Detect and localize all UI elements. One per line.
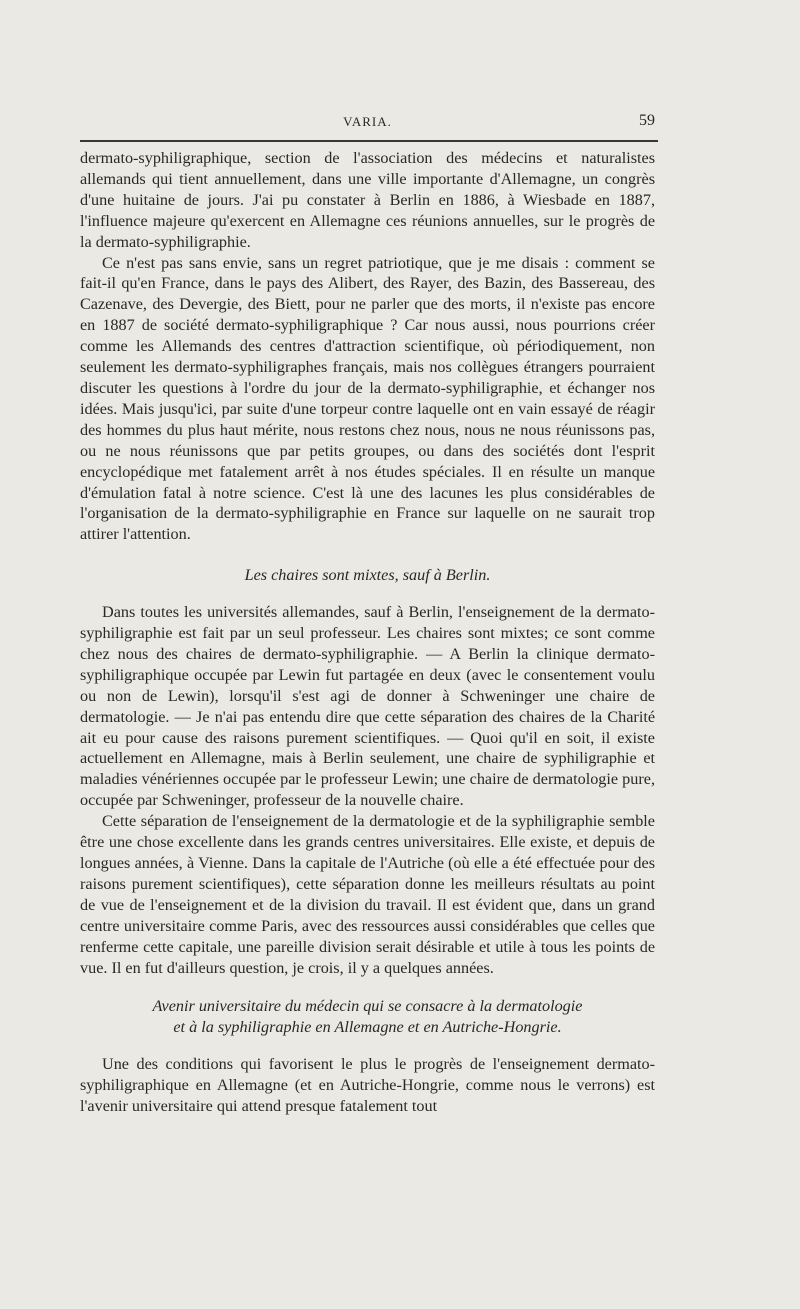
paragraph-2: Ce n'est pas sans envie, sans un regret patriotique, que je me disais : comment se fait-il qu'en France, dans le pays des Alibert, des Rayer, des Bazin, des Bassereau, des Cazenave, des Devergie, des Biett, pour ne parler que des morts, il n'existe pas encore en 1887 de société dermato-syphiligraphique ? Car nous aussi, nous pourrions créer comme les Allemands des centres d'attraction scientifique, où périodiquement, non seulement les dermato-syphiligraphes français, mais nos collègues étrangers pourraient discuter les questions à l'ordre du jour de la dermato-syphiligraphie, et échanger nos idées. Mais jusqu'ici, par suite d'une torpeur contre laquelle ont en vain essayé de réagir des hommes du plus haut mérite, nous restons chez nous, nous ne nous réunissons pas, ou ne nous réunissons que par petits groupes, ou dans des sociétés dont l'esprit encyclopédique met fatalement arrêt à nos études spéciales. Il en résulte un manque d'émulation fatal à notre science. C'est là une des lacunes les plus considérables de l'organisation de la dermato-syphiligraphie en France sur laquelle on ne saurait trop attirer l'attention. xyxy=(80,253,655,544)
paragraph-5: Une des conditions qui favorisent le plus le progrès de l'enseignement dermato-syphiligraphique en Allemagne (et en Autriche-Hongrie, comme nous le verrons) est l'avenir universitaire qui attend presque fatalement tout xyxy=(80,1055,655,1116)
section-heading-avenir-line-1: Avenir universitaire du médecin qui se consacre à la dermatologie xyxy=(152,997,583,1016)
paragraph-1: dermato-syphiligraphique, section de l'association des médecins et naturalistes allemands qui tient annuellement, dans une ville importante d'Allemagne, un congrès d'une huitaine de jours. J'ai pu constater à Berlin en 1886, à Wiesbade en 1887, l'influence majeure qu'exercent en Allemagne ces réunions annuelles, sur le progrès de la dermato-syphiligraphie. xyxy=(80,149,655,251)
header-rule xyxy=(80,140,658,142)
running-title: VARIA. xyxy=(343,114,392,129)
page-number: 59 xyxy=(639,112,655,129)
section-heading-chaires: Les chaires sont mixtes, sauf à Berlin. xyxy=(244,566,491,585)
body-text xyxy=(80,148,655,1117)
section-heading-avenir-line-2: et à la syphiligraphie en Allemagne et en Autriche-Hongrie. xyxy=(173,1018,562,1037)
running-head xyxy=(80,112,655,136)
paragraph-4: Cette séparation de l'enseignement de la dermatologie et de la syphiligraphie semble être une chose excellente dans les grands centres universitaires. Elle existe, et depuis de longues années, à Vienne. Dans la capitale de l'Autriche (où elle a été effectuée pour des raisons purement scientifiques), cette séparation donne les meilleurs résultats au point de vue de l'enseignement et de la division du travail. Il est évident que, dans un grand centre universitaire comme Paris, avec des ressources aussi considérables que celles que renferme cette capitale, une pareille division serait désirable et utile à tous les points de vue. Il en fut d'ailleurs question, je crois, il y a quelques années. xyxy=(80,812,655,977)
paragraph-3: Dans toutes les universités allemandes, sauf à Berlin, l'enseignement de la dermato-syphiligraphie est fait par un seul professeur. Les chaires sont mixtes; ce sont comme chez nous des chaires de dermato-syphiligraphie. — A Berlin la clinique dermato-syphiligraphique occupée par Lewin fut partagée en deux (avec le consentement voulu ou non de Lewin), lorsqu'il s'est agi de donner à Schweninger une chaire de dermatologie. — Je n'ai pas entendu dire que cette séparation des chaires de la Charité ait eu pour cause des raisons purement scientifiques. — Quoi qu'il en soit, il existe actuellement en Allemagne, mais à Berlin seulement, une chaire de syphiligraphie et maladies vénériennes occupée par le professeur Lewin; une chaire de dermatologie pure, occupée par Schweninger, professeur de la nouvelle chaire. xyxy=(80,603,655,810)
